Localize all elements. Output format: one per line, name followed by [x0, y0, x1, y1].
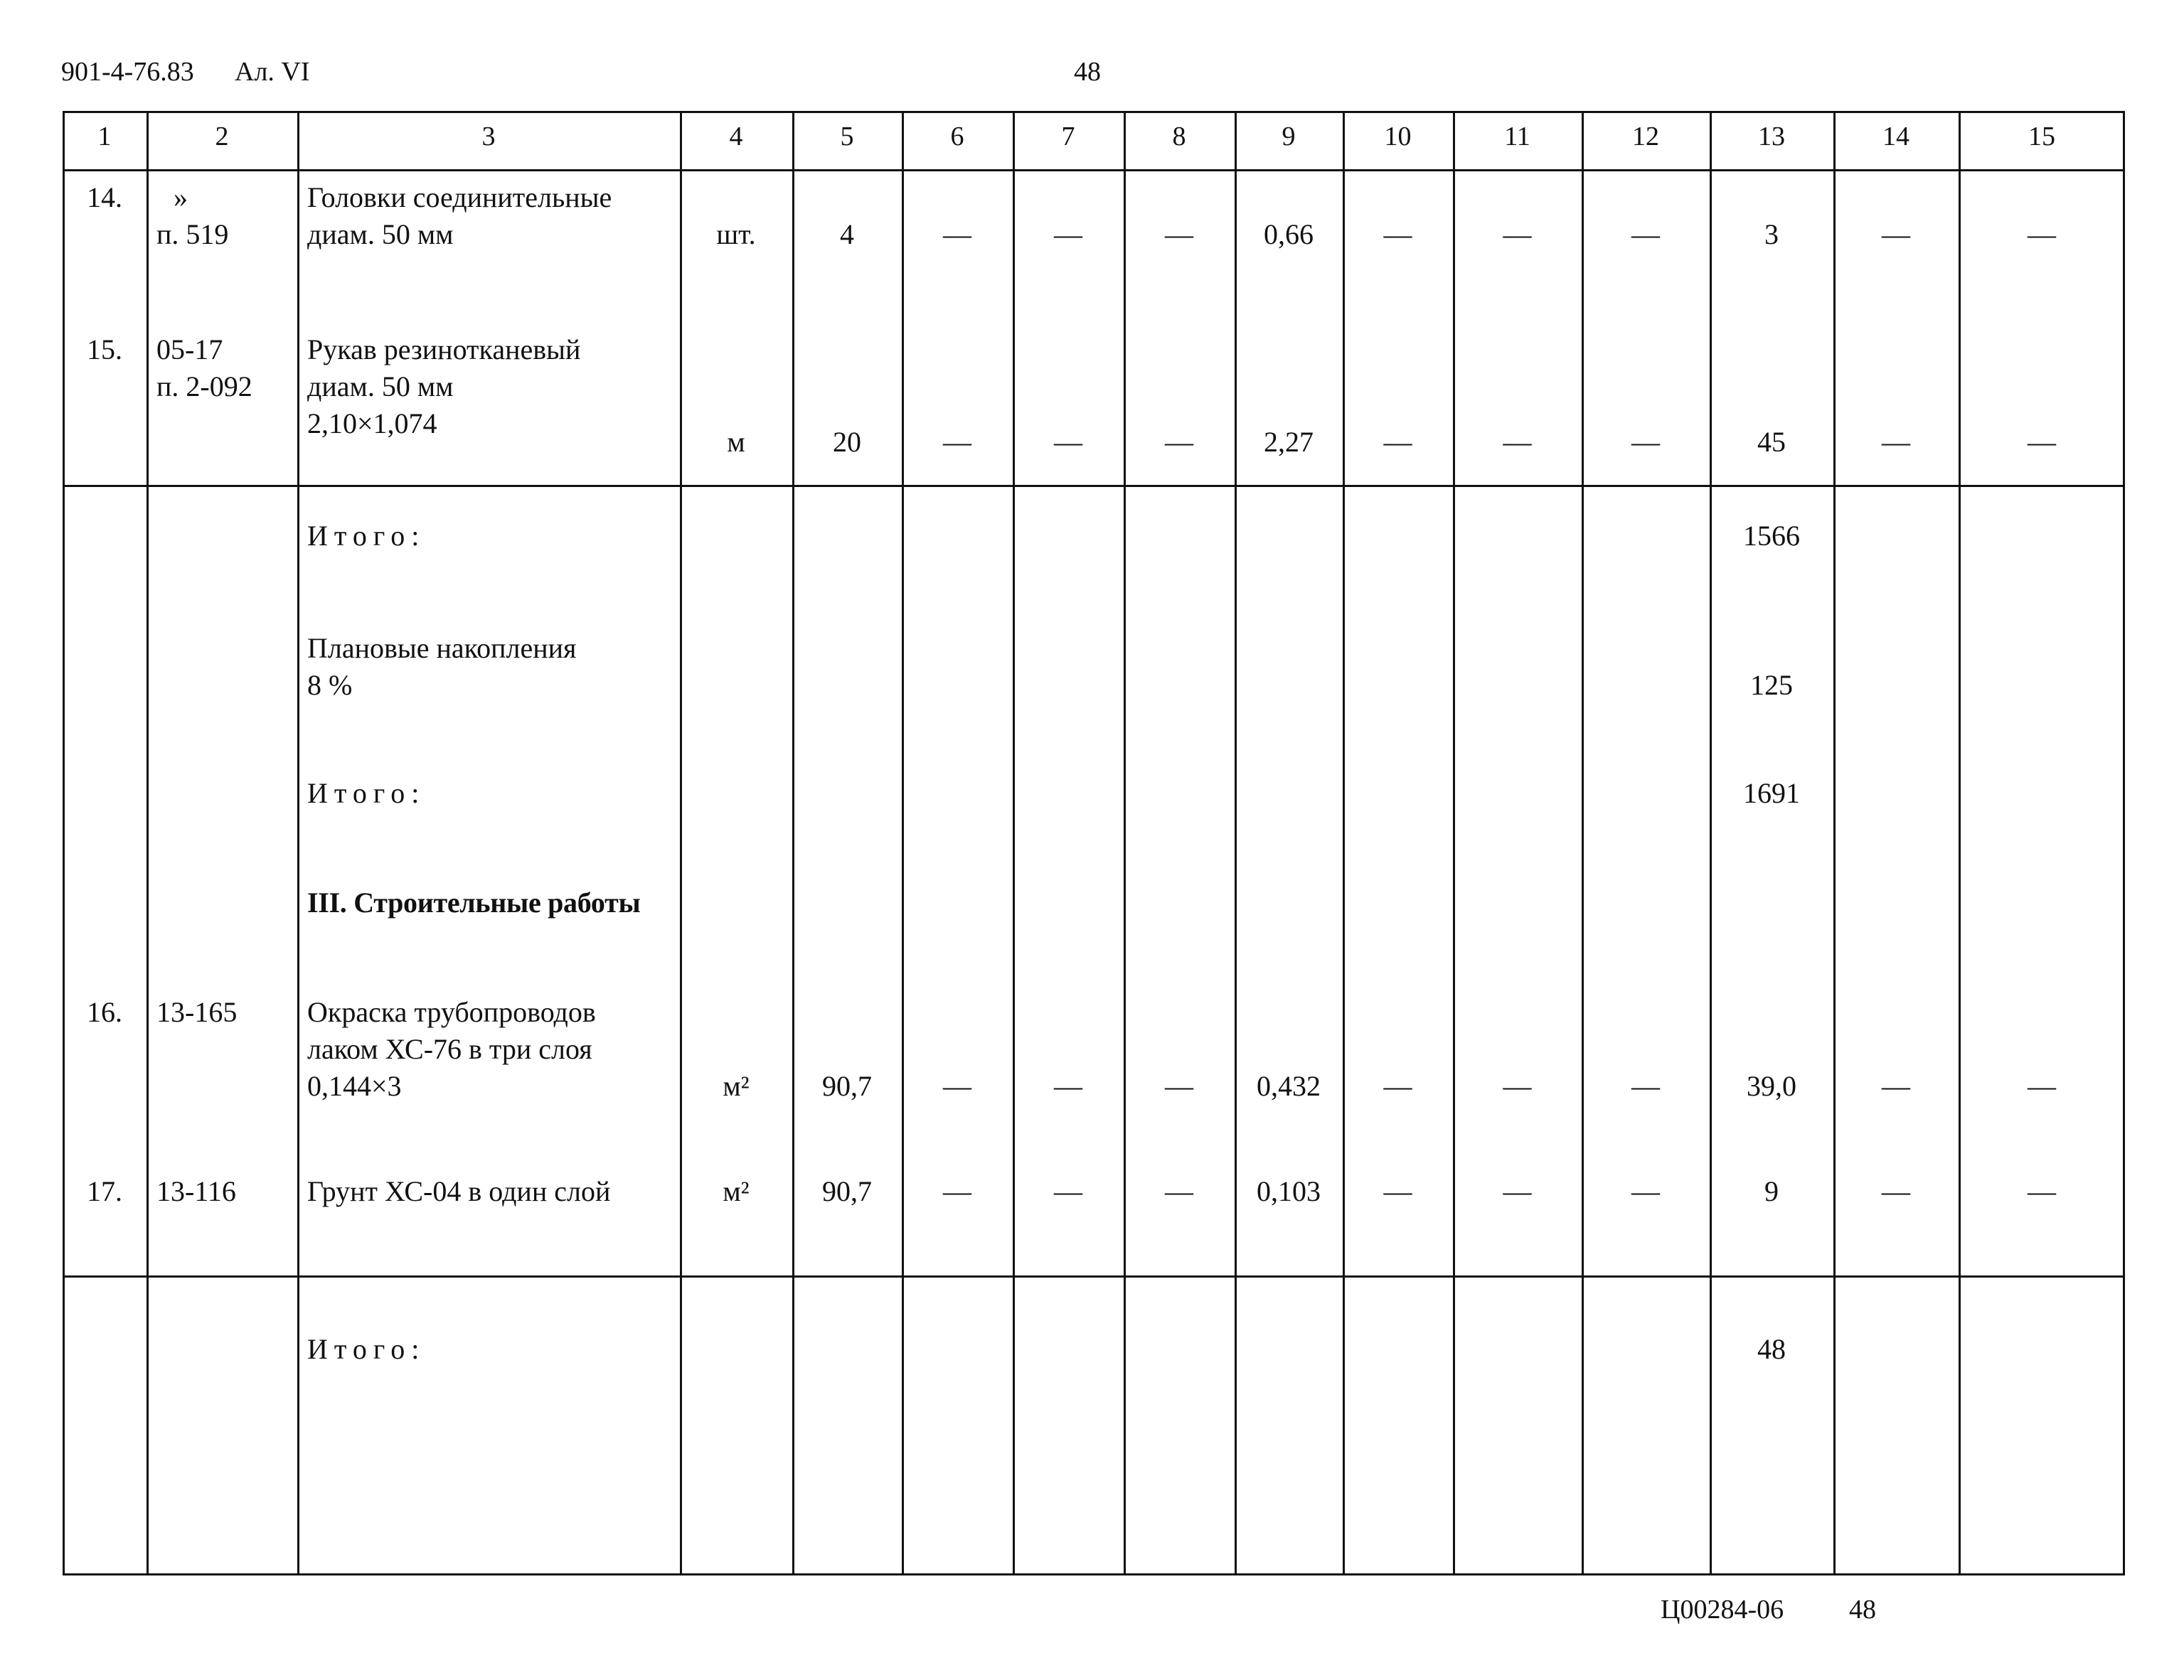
total-label: Итого:	[307, 520, 426, 552]
row-value: —	[1383, 1175, 1412, 1207]
total-value: 48	[1757, 1333, 1786, 1365]
row-quantity: 4	[840, 218, 854, 250]
savings-label: Плановые накопления 8 %	[307, 632, 577, 701]
row-value: 0,66	[1264, 218, 1314, 250]
row-code: 05-17	[156, 333, 223, 365]
row-value: —	[1503, 218, 1532, 250]
table-row-rule	[63, 169, 2125, 171]
row-code: 13-116	[156, 1175, 236, 1207]
table-column-rule	[1959, 111, 1961, 1575]
row-value: —	[1503, 1070, 1532, 1102]
column-header: 3	[481, 122, 496, 151]
table-row-rule	[63, 1573, 2125, 1575]
column-header: 15	[2028, 122, 2055, 151]
sheet-label: Ал. VI	[235, 57, 310, 87]
table-column-rule	[680, 111, 682, 1575]
row-value: —	[1631, 426, 1660, 458]
row-quantity: 90,7	[822, 1070, 872, 1102]
row-value: —	[1165, 1175, 1193, 1207]
document-code: 901-4-76.83	[61, 57, 194, 87]
row-value: —	[1503, 426, 1532, 458]
row-value: —	[2028, 426, 2056, 458]
column-header: 13	[1758, 122, 1785, 151]
row-value: —	[1383, 218, 1412, 250]
row-value: —	[1165, 218, 1193, 250]
row-number: 16.	[87, 996, 122, 1028]
column-header: 6	[950, 122, 964, 151]
column-header: 12	[1632, 122, 1659, 151]
table-column-rule	[1343, 111, 1345, 1575]
column-header: 5	[840, 122, 854, 151]
footer-page-number: 48	[1849, 1595, 1876, 1625]
row-value: —	[1631, 1070, 1660, 1102]
column-header: 8	[1172, 122, 1186, 151]
table-column-rule	[1582, 111, 1584, 1575]
row-value: 45	[1757, 426, 1786, 458]
table-column-rule	[792, 111, 794, 1575]
row-value: —	[1054, 1175, 1082, 1207]
row-value: —	[2028, 1175, 2056, 1207]
table-column-rule	[1124, 111, 1126, 1575]
footer-code: Ц00284-06	[1661, 1595, 1784, 1625]
total-value: 1566	[1743, 520, 1800, 552]
row-value: —	[1503, 1175, 1532, 1207]
table-column-rule	[1013, 111, 1015, 1575]
row-quantity: 20	[833, 426, 861, 458]
row-number: 14.	[87, 181, 122, 213]
page-number-top: 48	[1074, 57, 1101, 87]
row-code: 13-165	[156, 996, 238, 1028]
row-value: 0,103	[1257, 1175, 1321, 1207]
row-value: —	[943, 1175, 971, 1207]
row-value: 3	[1764, 218, 1779, 250]
row-name: Окраска трубопроводов лаком ХС-76 в три слоя 0,144×3	[307, 996, 596, 1102]
table-column-rule	[297, 111, 299, 1575]
row-code: »	[174, 181, 188, 213]
column-header: 4	[729, 122, 743, 151]
row-code: п. 519	[156, 218, 229, 250]
column-header: 11	[1504, 122, 1530, 151]
table-column-rule	[1453, 111, 1455, 1575]
table-column-rule	[1833, 111, 1836, 1575]
row-name: Грунт ХС-04 в один слой	[307, 1175, 611, 1207]
section-title: III. Строительные работы	[307, 887, 641, 919]
table-row-rule	[63, 485, 2125, 487]
row-value: 39,0	[1747, 1070, 1796, 1102]
row-value: —	[1631, 1175, 1660, 1207]
savings-value: 125	[1750, 669, 1793, 701]
column-header: 1	[97, 122, 112, 151]
row-value: —	[1882, 426, 1910, 458]
row-value: —	[1165, 426, 1193, 458]
row-unit: м	[727, 426, 745, 458]
row-value: 2,27	[1264, 426, 1314, 458]
row-value: —	[1882, 1070, 1910, 1102]
column-header: 10	[1384, 122, 1412, 151]
row-code: п. 2-092	[156, 370, 252, 402]
row-value: —	[2028, 1070, 2056, 1102]
total-label: Итого:	[307, 1333, 426, 1365]
row-value: —	[1631, 218, 1660, 250]
total-label: Итого:	[307, 777, 426, 809]
row-value: 0,432	[1257, 1070, 1321, 1102]
row-value: —	[1383, 1070, 1412, 1102]
row-value: —	[1165, 1070, 1193, 1102]
row-value: —	[1054, 218, 1082, 250]
row-unit: шт.	[716, 218, 756, 250]
row-value: —	[943, 1070, 971, 1102]
row-value: —	[1882, 218, 1910, 250]
row-name: Головки соединительные диам. 50 мм	[307, 181, 612, 250]
row-value: —	[1383, 426, 1412, 458]
table-column-rule	[63, 111, 65, 1575]
row-value: —	[1882, 1175, 1910, 1207]
table-column-rule	[1235, 111, 1237, 1575]
table-column-rule	[902, 111, 904, 1575]
column-header: 2	[215, 122, 229, 151]
row-unit: м²	[723, 1175, 750, 1207]
row-unit: м²	[723, 1070, 750, 1102]
row-quantity: 90,7	[822, 1175, 872, 1207]
row-value: —	[943, 218, 971, 250]
table-row-rule	[63, 1275, 2125, 1278]
row-value: —	[943, 426, 971, 458]
row-number: 15.	[87, 333, 122, 365]
total-value: 1691	[1743, 777, 1800, 809]
column-header: 7	[1061, 122, 1075, 151]
row-value: —	[1054, 1070, 1082, 1102]
row-number: 17.	[87, 1175, 122, 1207]
row-value: —	[2028, 218, 2056, 250]
table-row-rule	[63, 111, 2125, 113]
estimate-table	[63, 111, 2125, 1575]
table-column-rule	[147, 111, 149, 1575]
column-header: 14	[1882, 122, 1909, 151]
row-value: 9	[1764, 1175, 1779, 1207]
column-header: 9	[1282, 122, 1296, 151]
row-name: Рукав резинотканевый диам. 50 мм 2,10×1,074	[307, 333, 581, 439]
table-column-rule	[2123, 111, 2125, 1575]
row-value: —	[1054, 426, 1082, 458]
